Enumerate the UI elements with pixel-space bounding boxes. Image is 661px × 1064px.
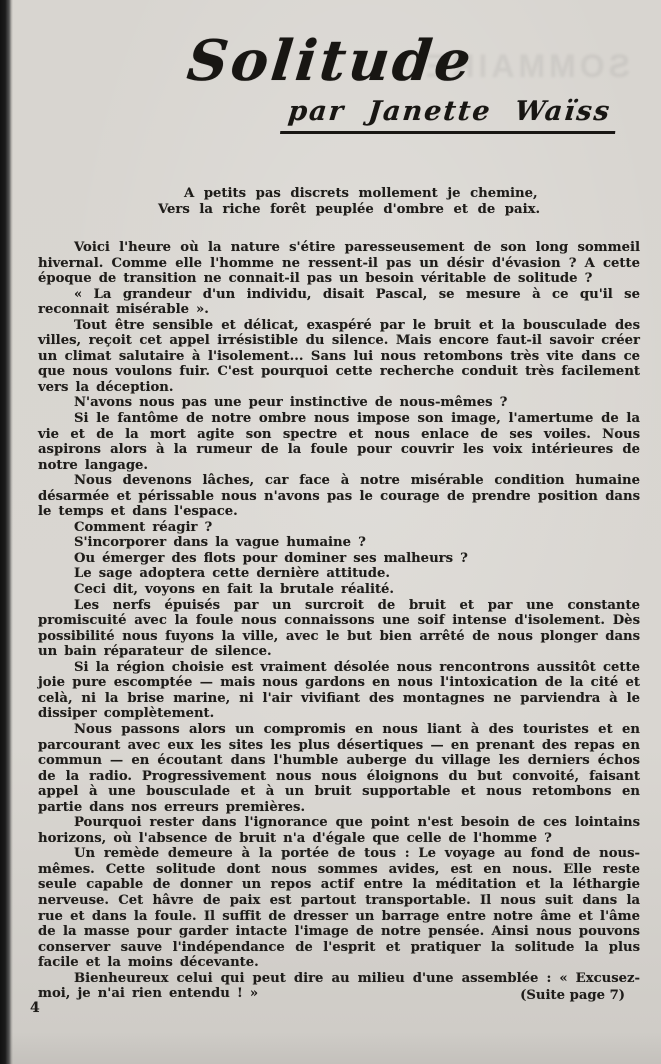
paragraph: Nous devenons lâches, car face à notre misérable condition humaine désarmée et périssable nous n'avons pas le courage de prendre position dans le temps et dans l'espace. xyxy=(38,473,640,520)
paragraph: Nous passons alors un compromis en nous liant à des touristes et en parcourant avec eux les sites les plus désertiques — en prenant des repas en commun — en écoutant dans l'humble auberge du village les derniers échos de la radio. Progressivement nous nous éloignons du but convoité, faisant appel à une bousculade et à un bruit supportable et nous retombons en partie dans nos erreurs premières. xyxy=(38,721,640,815)
binding-edge-shadow xyxy=(0,0,13,1064)
paragraph: Ou émerger des flots pour dominer ses malheurs ? xyxy=(74,550,468,566)
article-body xyxy=(38,240,640,1002)
paragraph: Un remède demeure à la portée de tous : Le voyage au fond de nous-mêmes. Cette solitude dont nous sommes avides, est en nous. Elle reste seule capable de donner un repos actif entre la méditation et la léthargie nerveuse. Cet hâvre de paix est partout transportable. Il nous suit dans la rue et dans la foule. Il suffit de dresser un barrage entre notre âme et l'âme de la masse pour garder intacte l'image de notre pensée. Ainsi nous pouvons conserver sauve l'indépendance de l'esprit et pratiquer la solitude la plus facile et la moins décevante. xyxy=(38,846,640,971)
epigraph-line: Vers la riche forêt peuplée d'ombre et de paix. xyxy=(158,202,541,217)
paragraph: « La grandeur d'un individu, disait Pascal, se mesure à ce qu'il se reconnait misérable ». xyxy=(38,286,640,318)
paragraph: Bienheureux celui qui peut dire au milieu d'une assemblée : « Excusez-moi, je n'ai rien entendu ! » xyxy=(38,970,640,1002)
paragraph: Si la région choisie est vraiment désolée nous rencontrons aussitôt cette joie pure escomptée — mais nous gardons en nous l'intoxication de la cité et celà, ni la brise marine, ni l'air vivifiant des montagnes ne parviendra à le dissiper complètement. xyxy=(38,659,640,722)
paragraph: Comment réagir ? xyxy=(74,519,213,535)
paragraph: Le sage adoptera cette dernière attitude. xyxy=(74,566,390,582)
paragraph: Tout être sensible et délicat, exaspéré par le bruit et la bousculade des villes, reçoit cet appel irrésistible du silence. Mais encore faut-il savoir créer un climat salutaire à l'isolement... Sans lui nous retombons très vite dans ce que nous voulons fuir. C'est pourquoi cette recherche conduit très facilement vers la déception. xyxy=(38,317,640,395)
paragraph: N'avons nous pas une peur instinctive de nous-mêmes ? xyxy=(74,395,508,411)
paragraph: Si le fantôme de notre ombre nous impose son image, l'amertume de la vie et de la mort agite son spectre et nous enlace de ses voiles. Nous aspirons alors à la rumeur de la foule pour couvrir les voix intérieures de notre langage. xyxy=(38,411,640,473)
bleed-through-ghost-text: SOMMAIRE xyxy=(422,48,630,84)
paragraph: Pourquoi rester dans l'ignorance que point n'est besoin de ces lointains horizons, où l'absence de bruit n'a d'égale que celle de l'homme ? xyxy=(38,815,640,846)
epigraph-verse xyxy=(158,186,618,218)
article-title: Solitude xyxy=(184,28,477,94)
article-byline: par Janette Waïss xyxy=(280,96,619,134)
epigraph-line: A petits pas discrets mollement je chemine, xyxy=(184,186,538,201)
paragraph: S'incorporer dans la vague humaine ? xyxy=(74,535,366,551)
paragraph: Les nerfs épuisés par un surcroit de bruit et par une constante promiscuité avec la foule nous connaissons une soif intense d'isolement. Dès possibilité nous fuyons la ville, avec le but bien arrêté de nous plonger dans un bain réparateur de silence. xyxy=(38,597,640,660)
paragraph: Voici l'heure où la nature s'étire paresseusement de son long sommeil hivernal. Comme elle l'homme ne ressent-il pas un désir d'évasion ? A cette époque de transition ne connait-il pas un besoin véritable de solitude ? xyxy=(38,240,640,287)
paragraph: Ceci dit, voyons en fait la brutale réalité. xyxy=(74,582,395,598)
continuation-note: (Suite page 7) xyxy=(520,988,625,1003)
page-number: 4 xyxy=(30,1000,40,1016)
